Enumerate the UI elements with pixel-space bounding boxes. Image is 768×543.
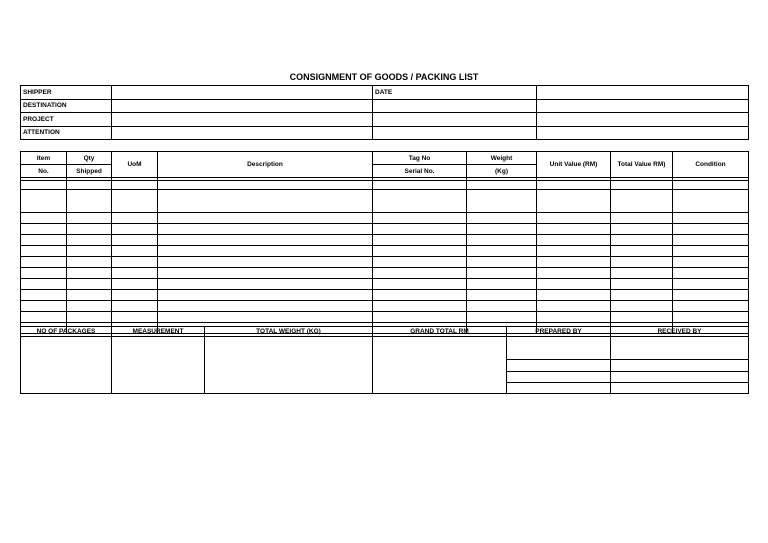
table-cell[interactable] xyxy=(673,181,749,190)
table-cell[interactable] xyxy=(373,312,467,323)
footer-table xyxy=(20,326,749,394)
table-cell[interactable] xyxy=(537,246,611,257)
unit-value-header: Unit Value (RM) xyxy=(537,152,611,178)
table-cell[interactable] xyxy=(673,268,749,279)
project-field[interactable] xyxy=(112,113,373,127)
project-label: PROJECT xyxy=(21,113,112,127)
table-cell[interactable] xyxy=(67,246,112,257)
table-cell[interactable] xyxy=(67,290,112,301)
table-cell[interactable] xyxy=(112,290,158,301)
table-cell[interactable] xyxy=(673,190,749,213)
total-weight-field[interactable] xyxy=(205,337,373,394)
measurement-label: MEASUREMENT xyxy=(112,327,205,337)
destination-label: DESTINATION xyxy=(21,99,112,113)
table-cell[interactable] xyxy=(467,279,537,290)
table-cell[interactable] xyxy=(158,312,373,323)
packages-label: NO OF PACKAGES xyxy=(21,327,112,337)
table-cell[interactable] xyxy=(21,257,67,268)
table-cell[interactable] xyxy=(67,257,112,268)
uom-header: UoM xyxy=(112,152,158,178)
table-row xyxy=(21,235,749,246)
table-row xyxy=(21,268,749,279)
packages-field[interactable] xyxy=(21,337,112,394)
prepared-by-signature[interactable] xyxy=(507,337,611,360)
blank-cell[interactable] xyxy=(373,113,537,127)
table-cell[interactable] xyxy=(537,224,611,235)
table-cell[interactable] xyxy=(611,190,673,213)
table-cell[interactable] xyxy=(611,213,673,224)
received-by-name[interactable] xyxy=(611,360,749,371)
table-cell[interactable] xyxy=(21,235,67,246)
table-cell[interactable] xyxy=(373,246,467,257)
table-cell[interactable] xyxy=(611,257,673,268)
attention-row xyxy=(21,126,749,140)
project-row xyxy=(21,113,749,127)
table-cell[interactable] xyxy=(112,181,158,190)
table-cell[interactable] xyxy=(21,279,67,290)
table-cell[interactable] xyxy=(373,213,467,224)
table-cell[interactable] xyxy=(112,235,158,246)
shipper-label: SHIPPER xyxy=(21,86,112,100)
weight-unit-header: (Kg) xyxy=(467,165,537,178)
table-cell[interactable] xyxy=(158,235,373,246)
blank-cell[interactable] xyxy=(537,126,749,140)
table-cell[interactable] xyxy=(21,190,67,213)
table-row xyxy=(21,190,749,213)
table-cell[interactable] xyxy=(373,279,467,290)
table-cell[interactable] xyxy=(537,190,611,213)
table-cell[interactable] xyxy=(673,290,749,301)
table-cell[interactable] xyxy=(611,246,673,257)
table-cell[interactable] xyxy=(67,181,112,190)
table-cell[interactable] xyxy=(611,181,673,190)
table-cell[interactable] xyxy=(467,257,537,268)
table-cell[interactable] xyxy=(537,235,611,246)
table-row xyxy=(21,312,749,323)
measurement-field[interactable] xyxy=(112,337,205,394)
received-by-label: RECEIVED BY xyxy=(611,327,749,337)
table-cell[interactable] xyxy=(467,224,537,235)
total-weight-label: TOTAL WEIGHT (KG) xyxy=(205,327,373,337)
table-cell[interactable] xyxy=(67,213,112,224)
table-cell[interactable] xyxy=(467,312,537,323)
blank-cell[interactable] xyxy=(373,126,537,140)
table-cell[interactable] xyxy=(611,224,673,235)
table-cell[interactable] xyxy=(537,279,611,290)
header-info-table xyxy=(20,85,749,140)
table-cell[interactable] xyxy=(158,224,373,235)
table-cell[interactable] xyxy=(158,190,373,213)
table-cell[interactable] xyxy=(537,181,611,190)
destination-field[interactable] xyxy=(112,99,373,113)
table-cell[interactable] xyxy=(21,290,67,301)
items-header-row xyxy=(21,152,749,165)
table-cell[interactable] xyxy=(673,246,749,257)
document-title: CONSIGNMENT OF GOODS / PACKING LIST xyxy=(289,72,479,82)
table-cell[interactable] xyxy=(112,268,158,279)
table-row xyxy=(21,301,749,312)
table-cell[interactable] xyxy=(112,213,158,224)
attention-field[interactable] xyxy=(112,126,373,140)
prepared-by-date[interactable] xyxy=(507,382,611,393)
table-cell[interactable] xyxy=(537,268,611,279)
table-cell[interactable] xyxy=(673,235,749,246)
table-cell[interactable] xyxy=(112,312,158,323)
table-cell[interactable] xyxy=(537,213,611,224)
qty-shipped-header: Shipped xyxy=(67,165,112,178)
table-cell[interactable] xyxy=(537,257,611,268)
table-cell[interactable] xyxy=(112,279,158,290)
table-cell[interactable] xyxy=(67,301,112,312)
blank-cell[interactable] xyxy=(537,99,749,113)
table-cell[interactable] xyxy=(67,235,112,246)
prepared-by-name[interactable] xyxy=(507,360,611,371)
table-row xyxy=(21,279,749,290)
table-cell[interactable] xyxy=(112,190,158,213)
table-cell[interactable] xyxy=(158,290,373,301)
table-cell[interactable] xyxy=(611,268,673,279)
table-cell[interactable] xyxy=(112,301,158,312)
table-cell[interactable] xyxy=(158,257,373,268)
table-cell[interactable] xyxy=(673,301,749,312)
blank-cell[interactable] xyxy=(537,113,749,127)
prepared-by-position[interactable] xyxy=(507,371,611,382)
table-cell[interactable] xyxy=(67,224,112,235)
table-cell[interactable] xyxy=(467,246,537,257)
tag-no-header: Tag No xyxy=(373,152,467,165)
date-label: DATE xyxy=(373,86,537,100)
description-header: Description xyxy=(158,152,373,178)
table-cell[interactable] xyxy=(158,268,373,279)
table-cell[interactable] xyxy=(67,312,112,323)
table-cell[interactable] xyxy=(673,279,749,290)
table-cell[interactable] xyxy=(673,257,749,268)
received-by-position[interactable] xyxy=(611,371,749,382)
table-cell[interactable] xyxy=(112,246,158,257)
table-cell[interactable] xyxy=(537,301,611,312)
table-cell[interactable] xyxy=(611,290,673,301)
attention-label: ATTENTION xyxy=(21,126,112,140)
table-cell[interactable] xyxy=(158,301,373,312)
table-cell[interactable] xyxy=(611,312,673,323)
table-cell[interactable] xyxy=(21,181,67,190)
table-cell[interactable] xyxy=(467,268,537,279)
date-field[interactable] xyxy=(537,86,749,100)
table-cell[interactable] xyxy=(373,235,467,246)
table-cell[interactable] xyxy=(21,268,67,279)
destination-row xyxy=(21,99,749,113)
footer-header-row xyxy=(21,327,749,337)
table-cell[interactable] xyxy=(467,235,537,246)
received-by-date[interactable] xyxy=(611,382,749,393)
table-row xyxy=(21,213,749,224)
table-cell[interactable] xyxy=(611,301,673,312)
item-header: Item xyxy=(21,152,67,165)
table-cell[interactable] xyxy=(21,301,67,312)
table-row xyxy=(21,181,749,190)
table-cell[interactable] xyxy=(611,235,673,246)
table-cell[interactable] xyxy=(21,246,67,257)
qty-header: Qty xyxy=(67,152,112,165)
table-cell[interactable] xyxy=(158,246,373,257)
table-cell[interactable] xyxy=(112,224,158,235)
table-cell[interactable] xyxy=(673,213,749,224)
table-cell[interactable] xyxy=(373,181,467,190)
table-cell[interactable] xyxy=(537,312,611,323)
table-row xyxy=(21,257,749,268)
table-cell[interactable] xyxy=(467,301,537,312)
weight-header: Weight xyxy=(467,152,537,165)
blank-cell[interactable] xyxy=(373,99,537,113)
grand-total-label: GRAND TOTAL RM xyxy=(373,327,507,337)
table-cell[interactable] xyxy=(21,213,67,224)
table-cell[interactable] xyxy=(21,312,67,323)
table-cell[interactable] xyxy=(112,257,158,268)
shipper-row xyxy=(21,86,749,100)
item-no-header: No. xyxy=(21,165,67,178)
table-cell[interactable] xyxy=(21,224,67,235)
table-cell[interactable] xyxy=(467,213,537,224)
table-cell[interactable] xyxy=(373,290,467,301)
table-cell[interactable] xyxy=(373,257,467,268)
serial-no-header: Serial No. xyxy=(373,165,467,178)
shipper-field[interactable] xyxy=(112,86,373,100)
table-cell[interactable] xyxy=(373,301,467,312)
received-by-signature[interactable] xyxy=(611,337,749,360)
table-cell[interactable] xyxy=(673,224,749,235)
grand-total-field[interactable] xyxy=(373,337,507,394)
table-row xyxy=(21,290,749,301)
table-cell[interactable] xyxy=(467,190,537,213)
table-cell[interactable] xyxy=(373,190,467,213)
table-cell[interactable] xyxy=(467,290,537,301)
table-cell[interactable] xyxy=(67,190,112,213)
condition-header: Condition xyxy=(673,152,749,178)
table-cell[interactable] xyxy=(67,268,112,279)
table-cell[interactable] xyxy=(611,279,673,290)
table-cell[interactable] xyxy=(373,268,467,279)
items-table xyxy=(20,151,749,334)
table-cell[interactable] xyxy=(673,312,749,323)
total-value-header: Total Value RM) xyxy=(611,152,673,178)
table-cell[interactable] xyxy=(158,181,373,190)
prepared-by-label: PREPARED BY xyxy=(507,327,611,337)
table-row xyxy=(21,246,749,257)
table-cell[interactable] xyxy=(467,181,537,190)
table-row xyxy=(21,224,749,235)
table-cell[interactable] xyxy=(537,290,611,301)
table-cell[interactable] xyxy=(158,279,373,290)
footer-sign-row xyxy=(21,337,749,360)
table-cell[interactable] xyxy=(67,279,112,290)
table-cell[interactable] xyxy=(158,213,373,224)
table-cell[interactable] xyxy=(373,224,467,235)
